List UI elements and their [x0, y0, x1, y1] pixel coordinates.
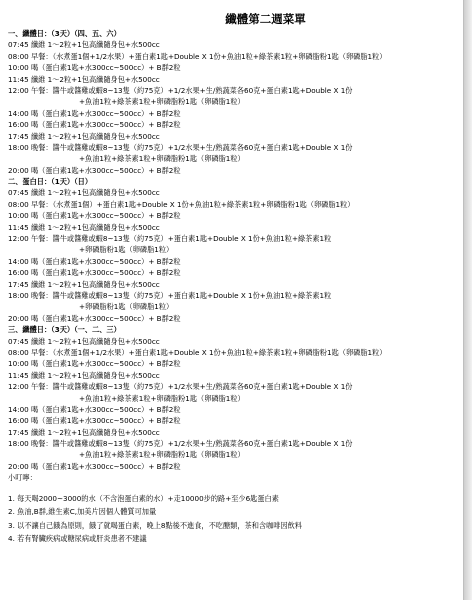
menu-line: +魚油1粒+綠茶素1粒+卵磷脂粉1匙（卵磷脂1粒） [79, 450, 245, 460]
menu-line: 18:00 晚餐：醬牛或醬雞或蝦8~13隻（約75克）+蛋白素1匙+Double X 1份+魚油1粒+綠茶素1粒 [8, 290, 332, 300]
menu-line: 16:00 喝（蛋白素1匙+水300cc~500cc）+ B群2粒 [8, 120, 181, 130]
menu-line: 07:45 纖維 1～2粒+1包高纖隨身包+水500cc [8, 188, 160, 198]
menu-line: 16:00 喝（蛋白素1匙+水300cc~500cc）+ B群2粒 [8, 268, 181, 278]
menu-line: 08:00 早餐：（水煮蛋1個+1/2水果）+蛋白素1匙+Double X 1份+魚油1粒+綠茶素1粒+卵磷脂粉1匙（卵磷脂1粒） [8, 51, 387, 61]
menu-lines [8, 28, 463, 546]
menu-line: 11:45 纖維 1～2粒+1包高纖隨身包+水500cc [8, 74, 160, 84]
menu-line: +魚油1粒+綠茶素1粒+卵磷脂粉1匙（卵磷脂1粒） [79, 154, 245, 164]
menu-line: 17:45 纖維 1～2粒+1包高纖隨身包+水500cc [8, 131, 160, 141]
menu-line: 11:45 纖維 1～2粒+1包高纖隨身包+水500cc [8, 222, 160, 232]
menu-line: 18:00 晚餐：醬牛或醬雞或蝦8~13隻（約75克）+1/2水果+生/熟蔬菜各60克+蛋白素1匙+Double X 1份 [8, 439, 353, 449]
menu-line: 18:00 晚餐：醬牛或醬雞或蝦8~13隻（約75克）+1/2水果+生/熟蔬菜各60克+蛋白素1匙+Double X 1份 [8, 142, 353, 152]
menu-line: 16:00 喝（蛋白素1匙+水300cc~500cc）+ B群2粒 [8, 416, 181, 426]
document-title: 纖體第二週菜單 [225, 12, 306, 26]
menu-line: 1. 每天喝2000~3000的水（不含泡蛋白素的水）+走10000步的路+至少6匙蛋白素 [8, 493, 279, 503]
section-heading: 一、纖體日：（3天）（四、五、六） [8, 29, 121, 38]
menu-line: 14:00 喝（蛋白素1匙+水300cc~500cc）+ B群2粒 [8, 108, 181, 118]
menu-line: 小叮嚀： [8, 473, 37, 483]
menu-line: +卵磷脂粉1匙（卵磷脂1粒） [79, 245, 174, 255]
menu-line: 3. 以不讓自己餓為原則，餓了就喝蛋白素，晚上8點後不進食，不吃醣類，茶和含咖啡因飲料 [8, 520, 303, 530]
section-heading: 二、蛋白日：（1天）（日） [8, 177, 93, 187]
menu-line: 08:00 早餐：（水煮蛋1個+1/2水果）+蛋白素1匙+Double X 1份+魚油1粒+綠茶素1粒+卵磷脂粉1匙（卵磷脂1粒） [8, 347, 387, 357]
menu-line: 10:00 喝（蛋白素1匙+水300cc~500cc）+ B群2粒 [8, 63, 181, 73]
menu-line: 10:00 喝（蛋白素1匙+水300cc~500cc）+ B群2粒 [8, 359, 181, 369]
menu-line: 20:00 喝（蛋白素1匙+水300cc~500cc）+ B群2粒 [8, 313, 181, 323]
section-heading: 三、纖體日：（3天）（一、二、三） [8, 325, 121, 335]
menu-line: 17:45 纖維 1～2粒+1包高纖隨身包+水500cc [8, 427, 160, 437]
menu-line: 07:45 纖維 1～2粒+1包高纖隨身包+水500cc [8, 336, 160, 346]
menu-line: 14:00 喝（蛋白素1匙+水300cc~500cc）+ B群2粒 [8, 404, 181, 414]
menu-line: 07:45 纖維 1～2粒+1包高纖隨身包+水500cc [8, 40, 160, 50]
menu-line: 08:00 早餐：（水煮蛋1個）+蛋白素1匙+Double X 1份+魚油1粒+綠茶素1粒+卵磷脂粉1匙（卵磷脂1粒） [8, 199, 355, 209]
menu-line: 2. 魚油,B群,維生素C,加美片因個人體質可加量 [8, 507, 157, 517]
menu-line: 14:00 喝（蛋白素1匙+水300cc~500cc）+ B群2粒 [8, 256, 181, 266]
menu-line: 20:00 喝（蛋白素1匙+水300cc~500cc）+ B群2粒 [8, 165, 181, 175]
menu-line: 12:00 午餐：醬牛或醬雞或蝦8~13隻（約75克）+1/2水果+生/熟蔬菜各60克+蛋白素1匙+Double X 1份 [8, 85, 353, 95]
menu-line: 10:00 喝（蛋白素1匙+水300cc~500cc）+ B群2粒 [8, 211, 181, 221]
menu-line: +卵磷脂粉1匙（卵磷脂1粒） [79, 302, 174, 312]
menu-line: 4. 若有腎臟疾病或糖尿病或肝炎患者不建議 [8, 534, 147, 544]
menu-line: 11:45 纖維 1～2粒+1包高纖隨身包+水500cc [8, 370, 160, 380]
menu-line: +魚油1粒+綠茶素1粒+卵磷脂粉1匙（卵磷脂1粒） [79, 97, 245, 107]
menu-line: 12:00 午餐：醬牛或醬雞或蝦8~13隻（約75克）+蛋白素1匙+Double X 1份+魚油1粒+綠茶素1粒 [8, 234, 332, 244]
menu-line: 20:00 喝（蛋白素1匙+水300cc~500cc）+ B群2粒 [8, 461, 181, 471]
menu-line: 12:00 午餐：醬牛或醬雞或蝦8~13隻（約75克）+1/2水果+生/熟蔬菜各60克+蛋白素1匙+Double X 1份 [8, 382, 353, 392]
page-shadow [464, 0, 472, 600]
menu-line: +魚油1粒+綠茶素1粒+卵磷脂粉1匙（卵磷脂1粒） [79, 393, 245, 403]
menu-line: 17:45 纖維 1～2粒+1包高纖隨身包+水500cc [8, 279, 160, 289]
